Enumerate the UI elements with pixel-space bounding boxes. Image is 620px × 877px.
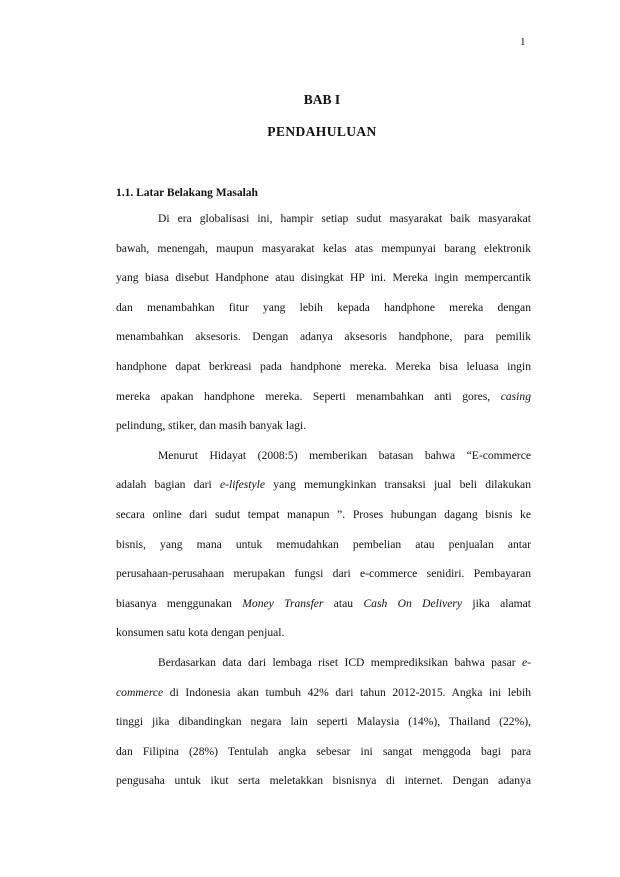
text-line (116, 330, 531, 344)
text-line (116, 478, 531, 492)
text-line (116, 360, 531, 374)
text-line (116, 626, 531, 640)
text-segment: yang biasa disebut Handphone atau disingkat HP ini. Mereka ingin mempercantik (116, 271, 531, 285)
text-segment: bawah, menengah, maupun masyarakat kelas atas mempunyai barang elektronik (116, 241, 531, 255)
text-line (116, 301, 531, 315)
text-segment: dan menambahkan fitur yang lebih kepada handphone mereka dengan (116, 300, 531, 314)
text-line (116, 567, 531, 581)
text-segment: menambahkan aksesoris. Dengan adanya aksesoris handphone, para pemilik (116, 330, 531, 344)
text-segment: biasanya menggunakan (116, 596, 243, 610)
text-segment: Menurut Hidayat (2008:5) memberikan batasan bahwa “E-commerce (158, 448, 531, 462)
text-segment: jika alamat (462, 596, 531, 610)
text-line (116, 508, 531, 522)
chapter-label: BAB I (303, 92, 341, 107)
text-line (116, 715, 531, 729)
text-line (116, 597, 531, 611)
text-line (116, 242, 531, 256)
text-segment: handphone dapat berkreasi pada handphone mereka. Mereka bisa leluasa ingin (116, 360, 531, 373)
section-heading: 1.1. Latar Belakang Masalah (116, 187, 258, 199)
text-line (116, 390, 531, 404)
text-line (116, 686, 531, 700)
italic-term: e-lifestyle (219, 478, 266, 492)
text-segment: atau (323, 596, 364, 610)
page-number: 1 (520, 36, 526, 48)
text-segment: konsumen satu kota dengan penjual. (116, 626, 285, 640)
italic-term: casing (500, 389, 531, 403)
text-segment: di Indonesia akan tumbuh 42% dari tahun 2012-2015. Angka ini lebih (163, 685, 531, 699)
text-line (116, 745, 531, 759)
text-segment: mereka apakan handphone mereka. Seperti menambahkan anti gores, (116, 389, 501, 403)
text-segment: dan Filipina (28%) Tentulah angka sebesar ini sangat menggoda bagi para (116, 744, 531, 758)
text-segment: yang memungkinkan transaksi jual beli dilakukan (265, 478, 531, 492)
text-segment: perusahaan-perusahaan merupakan fungsi dari e-commerce senidiri. Pembayaran (116, 567, 531, 581)
text-line (158, 449, 531, 463)
text-line (116, 271, 531, 285)
text-segment: adalah bagian dari (116, 478, 220, 492)
text-line (116, 419, 531, 433)
italic-term: commerce (116, 685, 164, 699)
text-line (158, 656, 531, 670)
text-segment: Berdasarkan data dari lembaga riset ICD memprediksikan bahwa pasar (158, 656, 522, 669)
text-segment: bisnis, yang mana untuk memudahkan pembelian atau penjualan antar (116, 537, 531, 551)
text-line (116, 774, 531, 788)
italic-term: Money Transfer (242, 596, 324, 610)
text-segment: secara online dari sudut tempat manapun ”. Proses hubungan dagang bisnis ke (116, 508, 531, 521)
chapter-title: PENDAHULUAN (267, 124, 377, 139)
text-segment: Di era globalisasi ini, hampir setiap sudut masyarakat baik masyarakat (158, 212, 531, 225)
text-line (158, 212, 531, 226)
text-segment: pelindung, stiker, dan masih banyak lagi. (116, 419, 307, 433)
text-line (116, 538, 531, 552)
text-segment: tinggi jika dibandingkan negara lain seperti Malaysia (14%), Thailand (22%), (116, 715, 531, 729)
text-segment: pengusaha untuk ikut serta meletakkan bisnisnya di internet. Dengan adanya (116, 774, 531, 788)
italic-term: e- (521, 656, 531, 669)
italic-term: Cash On Delivery (363, 596, 463, 610)
